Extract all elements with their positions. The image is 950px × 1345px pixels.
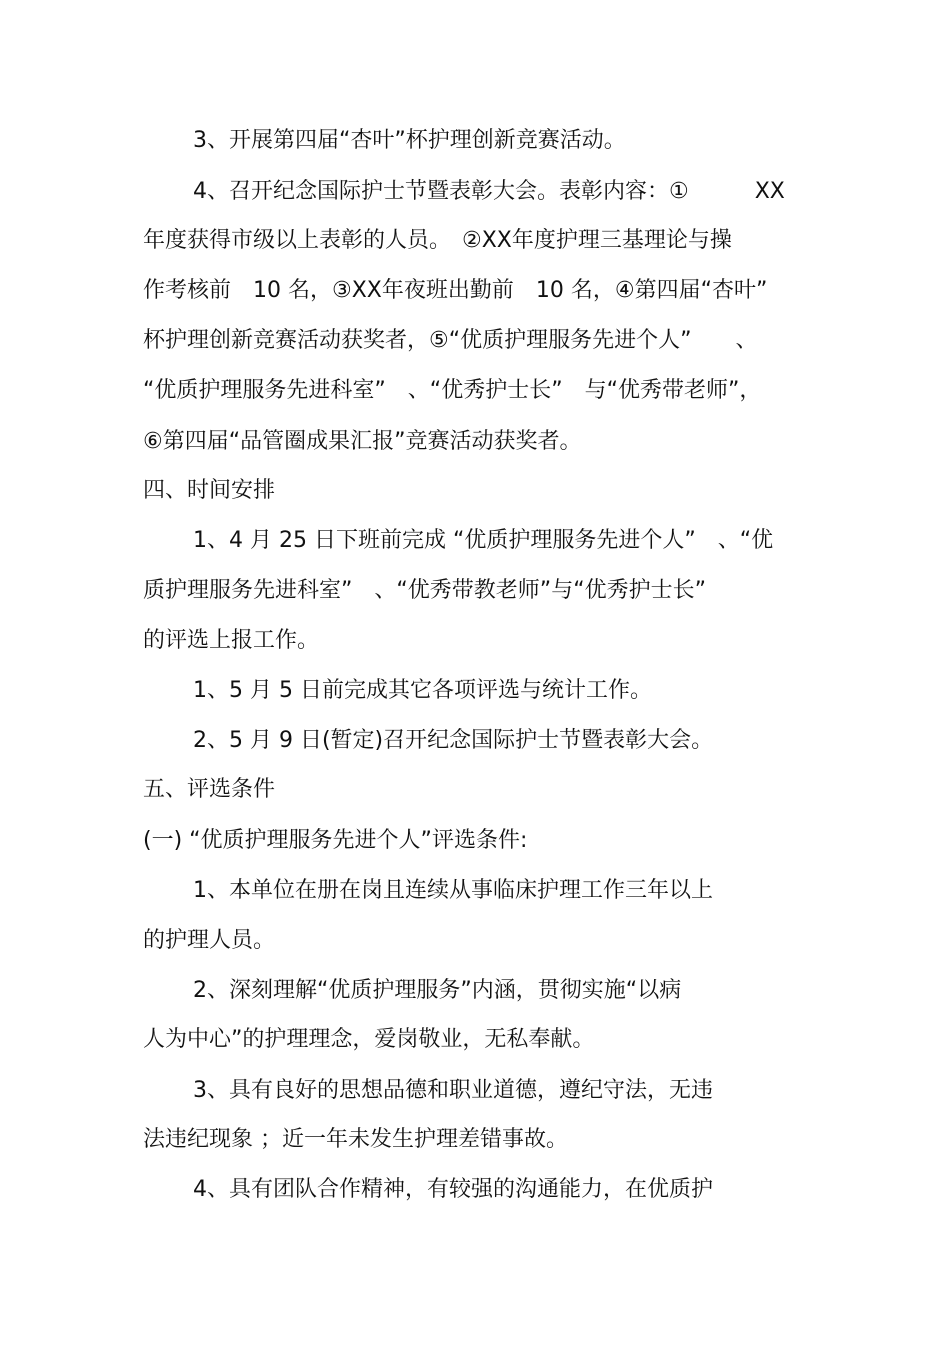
text-line: 3、具有良好的思想品德和职业道德，遵纪守法，无违 (193, 1078, 713, 1103)
text-line: 的护理人员。 (143, 928, 276, 953)
text-line: 1、5 月 5 日前完成其它各项评选与统计工作。 (193, 678, 652, 703)
text-line: 2、深刻理解“优质护理服务”内涵，贯彻实施“以病 (193, 978, 682, 1003)
text-line: 3、开展第四届“杏叶”杯护理创新竞赛活动。 (193, 128, 626, 153)
text-line: 4、召开纪念国际护士节暨表彰大会。表彰内容：① XX (193, 179, 785, 204)
text-line: 1、4 月 25 日下班前完成 “优质护理服务先进个人” 、“优 (193, 528, 774, 553)
text-line: 人为中心”的护理理念，爱岗敬业，无私奉献。 (143, 1027, 595, 1052)
text-line: 质护理服务先进科室” 、“优秀带教老师”与“优秀护士长” (143, 578, 706, 603)
text-line: 杯护理创新竞赛活动获奖者，⑤“优质护理服务先进个人” 、 (143, 328, 758, 353)
text-line: 2、5 月 9 日(暂定)召开纪念国际护士节暨表彰大会。 (193, 728, 714, 753)
text-line: 年度获得市级以上表彰的人员。 ②XX年度护理三基理论与操 (143, 228, 732, 253)
text-line: 的评选上报工作。 (143, 628, 320, 653)
text-line: 1、本单位在册在岗且连续从事临床护理工作三年以上 (193, 878, 713, 903)
subsection-heading: (一) “优质护理服务先进个人”评选条件: (143, 828, 528, 853)
text-line: 作考核前 10 名，③XX年夜班出勤前 10 名，④第四届“杏叶” (143, 278, 768, 303)
section-heading: 四、时间安排 (143, 478, 276, 503)
section-heading: 五、评选条件 (143, 777, 276, 802)
text-line: 法违纪现象 ；近一年未发生护理差错事故。 (143, 1127, 568, 1152)
text-line: ⑥第四届“品管圈成果汇报”竞赛活动获奖者。 (143, 429, 582, 454)
text-line: “优质护理服务先进科室” 、“优秀护士长” 与“优秀带老师”， (143, 378, 762, 403)
text-line: 4、具有团队合作精神，有较强的沟通能力，在优质护 (193, 1177, 713, 1202)
